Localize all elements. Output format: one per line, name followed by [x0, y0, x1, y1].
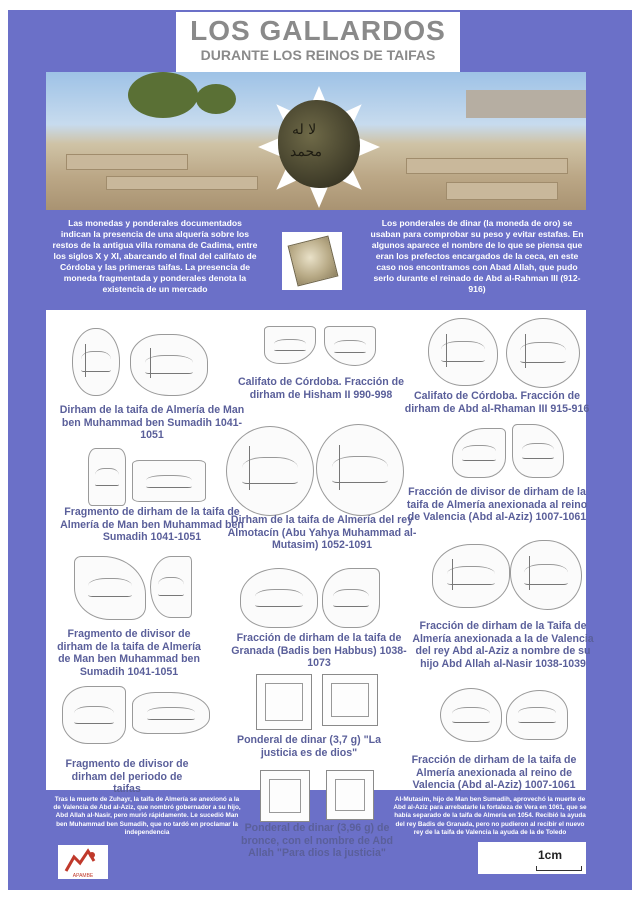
caption-11: Ponderal de dinar (3,7 g) "La justicia es de dios" [237, 734, 381, 759]
weight-sketch [326, 770, 374, 820]
coin-sketch [510, 540, 582, 610]
coin-sketch [240, 568, 318, 628]
modern-building [466, 90, 586, 118]
caption-3: Califato de Córdoba. Fracción de dirham de Abd al-Rhaman III 915-916 [404, 390, 590, 415]
ruin-wall [66, 154, 188, 170]
note-right: Al-Mutasim, hijo de Man ben Sumadih, aprovechó la muerte de Abd al-Aziz para arrebatarle la fortaleza de Vera en 1061, que se había separado de la taifa de Almería en 1054. Recibió la ayuda del rey Badis de Granada, pero no pudieron al recibir el nuevo rey de la taifa de Valencia la ayuda de la de Toledo [393, 796, 587, 836]
title-banner [176, 12, 460, 72]
weight-sketch [256, 674, 312, 730]
intro-right-text: Los ponderales de dinar (la moneda de oro) se usaban para comprobar su peso y evitar estafas. En algunos aparece el nombre de lo que se piensa que eran los prefectos encargados de la ceca, en este caso nos encontramos con Abad Allah, que pudo serlo durante el reinado de Abd al-Rahman III (912-916) [368, 218, 586, 308]
coin-sketch [150, 556, 192, 618]
coin-sketch [132, 460, 206, 502]
coin-sketch [88, 448, 126, 506]
weight-sketch [260, 770, 310, 822]
ruin-wall [406, 158, 568, 174]
scale-label: 1cm [538, 848, 563, 862]
poster-subtitle: DURANTE LOS REINOS DE TAIFAS [200, 47, 436, 63]
coin-sketch [506, 318, 580, 388]
coin-sketch [72, 328, 120, 396]
poster-title: LOS GALLARDOS [190, 15, 446, 46]
caption-1: Dirham de la taifa de Almería de Man ben Muhammad ben Sumadih 1041-1051 [59, 404, 245, 441]
caption-7: Fragmento de divisor de dirham de la taifa de Almería de Man ben Muhammad ben Sumadih 1041-1051 [57, 628, 201, 678]
coin-sketch [130, 334, 208, 396]
caption-9: Fracción de dirham de la Taifa de Almería anexionada a la de Valencia del rey Abd al-Aziz a nombre de su hijo Abd Allah al-Nasir 1038-1039 [412, 620, 594, 670]
caption-6: Fracción de divisor de dirham de la taifa de Almería anexionada al reino de Valencia (Abd al-Aziz) 1007-1061 [406, 486, 588, 523]
caption-12: Fracción de dirham de la taifa de Almería anexionada al reino de Valencia (Abd al-Aziz) 1007-1061 [411, 754, 577, 791]
tree [128, 72, 198, 118]
dirham-coin-photo: ﻻ ﻟﻪ ﻣﺤﻤﺪ [278, 100, 360, 188]
coin-sketch [428, 318, 498, 386]
caption-4: Fragmento de dirham de la taifa de Almería de Man ben Muhammad ben Sumadih 1041-1051 [60, 506, 244, 543]
coin-sketch [322, 568, 380, 628]
caption-13: Ponderal de dinar (3,96 g) de bronce, con el nombre de Abd Allah "Para dios la justicia" [240, 822, 394, 859]
logo-icon [58, 845, 108, 879]
coin-sketch [432, 544, 510, 608]
caption-2: Califato de Córdoba. Fracción de dirham de Hisham II 990-998 [238, 376, 404, 401]
scale-bar [536, 866, 582, 871]
coin-sketch [506, 690, 568, 740]
note-left: Tras la muerte de Zuhayr, la taifa de Almería se anexionó a la de Valencia de Abd al-Aziz, que nombró gobernador a su hijo, Abd Allah al-Nasir, pero murió rápidamente. Le sucedió Man ben Muhammad ben Sumadih, que no tardó en proclamar la independencia [53, 796, 241, 836]
coin-sketch [62, 686, 126, 744]
weight-photo [282, 232, 342, 290]
logo-text: APAMBE [72, 873, 94, 879]
ruin-wall [106, 176, 258, 190]
coin-sketch [316, 424, 404, 516]
intro-left-text: Las monedas y ponderales documentados indican la presencia de una alquería sobre los restos de la antigua villa romana de Cadima, entre los siglos X y XI, abarcando el final del califato de Córdoba y las primeras taifas. La presencia de moneda fragmentada y ponderales denota la existencia de un mercado [52, 218, 258, 308]
ruin-wall [446, 182, 558, 200]
coin-sketch [226, 426, 314, 516]
coin-sketch [440, 688, 502, 742]
caption-10: Fragmento de divisor de dirham del periodo de taifas [65, 758, 189, 795]
weight-sketch [322, 674, 378, 726]
tree [196, 84, 236, 114]
caption-5: Dirham de la taifa de Almería del rey Almotacín (Abu Yahya Muhammad al-Mutasim) 1052-1091 [227, 514, 417, 551]
coin-sketch [132, 692, 210, 734]
association-logo [58, 845, 108, 879]
caption-8: Fracción de dirham de la taifa de Granada (Badis ben Habbus) 1038-1073 [231, 632, 407, 669]
